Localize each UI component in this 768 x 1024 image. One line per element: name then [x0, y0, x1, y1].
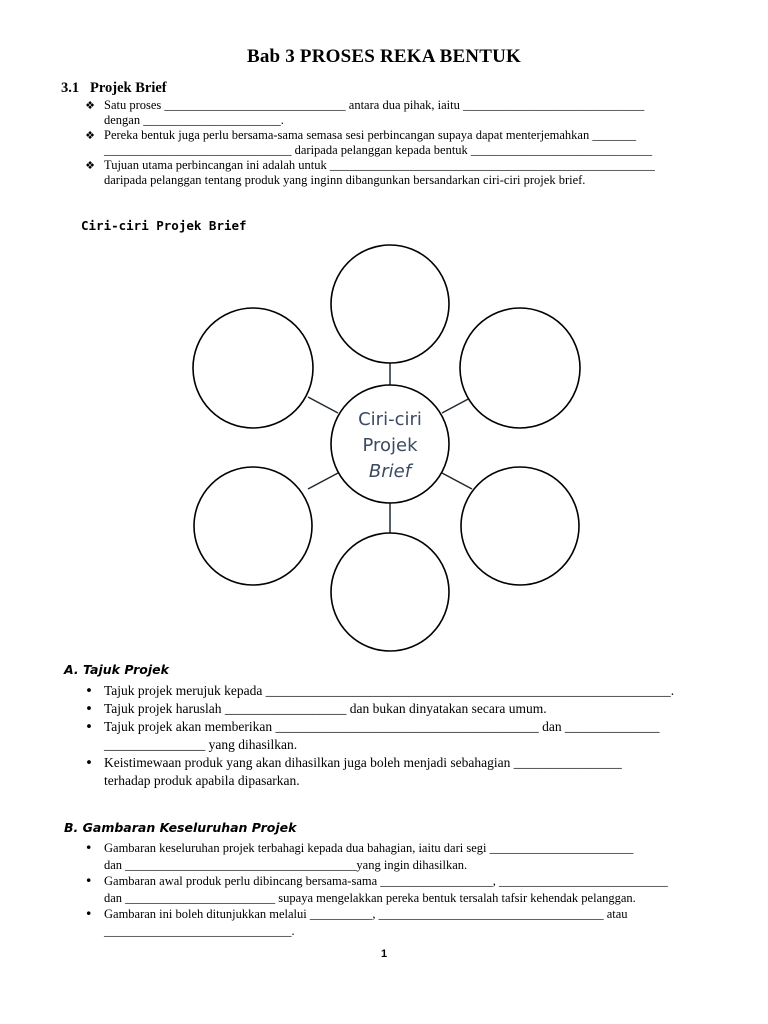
list-item [82, 700, 732, 718]
list-item-line: dan ________________________ supaya mengelakkan pereka bentuk tersalah tafsir kehendak pelanggan. [104, 890, 636, 905]
bullet-icon: • [85, 755, 93, 771]
bullet-icon: • [85, 683, 93, 699]
center-label-line3: Brief [368, 461, 412, 482]
list-item-line: Gambaran ini boleh ditunjukkan melalui __________, ____________________________________ atau [104, 907, 628, 921]
list-item-line: Gambaran awal produk perlu dibincang bersama-sama __________________, ___________________________ [104, 874, 668, 888]
list-item [82, 718, 732, 754]
connector-line [442, 473, 472, 489]
center-label-line2: Projek [362, 435, 418, 456]
bullet-icon: • [85, 719, 93, 735]
list-item [82, 873, 732, 906]
connector-line [308, 473, 338, 489]
part-b-heading: B. Gambaran Keseluruhan Projek [64, 820, 297, 835]
list-item-line: _______________ yang dihasilkan. [104, 737, 298, 752]
empty-circle-upper-right [460, 308, 580, 428]
list-item-line: Tajuk projek haruslah __________________ dan bukan dinyatakan secara umum. [104, 701, 547, 716]
list-item-line: Gambaran keseluruhan projek terbahagi kepada dua bahagian, iaitu dari segi _______________________ [104, 841, 634, 855]
connector-line [442, 397, 472, 413]
list-item-line: Keistimewaan produk yang akan dihasilkan juga boleh menjadi sebahagian ________________ [104, 755, 622, 770]
part-a-heading: A. Tajuk Projek [64, 662, 169, 677]
part-b-list [82, 840, 732, 939]
center-label-line1: Ciri-ciri [358, 409, 422, 430]
page-title: Bab 3 PROSES REKA BENTUK [246, 46, 522, 67]
diagram-heading: Ciri-ciri Projek Brief [81, 218, 247, 233]
bullet-icon: • [85, 701, 93, 717]
list-item [82, 682, 732, 700]
list-item-line: Pereka bentuk juga perlu bersama-sama semasa sesi perbincangan supaya dapat menterjemahkan _______ [104, 128, 637, 142]
section-number: 3.1 [61, 80, 80, 96]
diamond-bullet-icon: ❖ [85, 129, 95, 142]
list-item-line: Tujuan utama perbincangan ini adalah untuk ____________________________________________________ [104, 158, 655, 172]
list-item [82, 840, 732, 873]
part-a-list [82, 682, 732, 790]
empty-circle-upper-left [193, 308, 313, 428]
list-item [82, 754, 732, 790]
empty-circle-top [331, 245, 449, 363]
section-title: Projek Brief [90, 80, 167, 96]
list-item-line: Satu proses _____________________________ antara dua pihak, iaitu _____________________________ [104, 98, 645, 112]
list-item-line: ______________________________ daripada pelanggan kepada bentuk _____________________________ [104, 143, 653, 157]
diamond-bullet-icon: ❖ [85, 159, 95, 172]
bullet-icon: • [85, 873, 93, 888]
page-number: 1 [380, 948, 388, 960]
bullet-icon: • [85, 906, 93, 921]
diamond-bullet-icon: ❖ [85, 99, 95, 112]
bullet-icon: • [85, 840, 93, 855]
list-item-line: Tajuk projek merujuk kepada ____________________________________________________________. [104, 683, 675, 698]
list-item-line: dengan ______________________. [104, 113, 284, 127]
list-item-line: dan _____________________________________yang ingin dihasilkan. [104, 857, 468, 872]
empty-circle-lower-right [461, 467, 579, 585]
connector-line [308, 397, 338, 413]
list-item-line: ______________________________. [104, 923, 295, 938]
empty-circle-bottom [331, 533, 449, 651]
list-item-line: terhadap produk apabila dipasarkan. [104, 773, 300, 788]
empty-circle-lower-left [194, 467, 312, 585]
list-item-line: daripada pelanggan tentang produk yang inginn dibangunkan bersandarkan ciri-ciri projek brief. [104, 173, 586, 187]
list-item [82, 906, 732, 939]
list-item-line: Tajuk projek akan memberikan _______________________________________ dan ______________ [104, 719, 660, 734]
